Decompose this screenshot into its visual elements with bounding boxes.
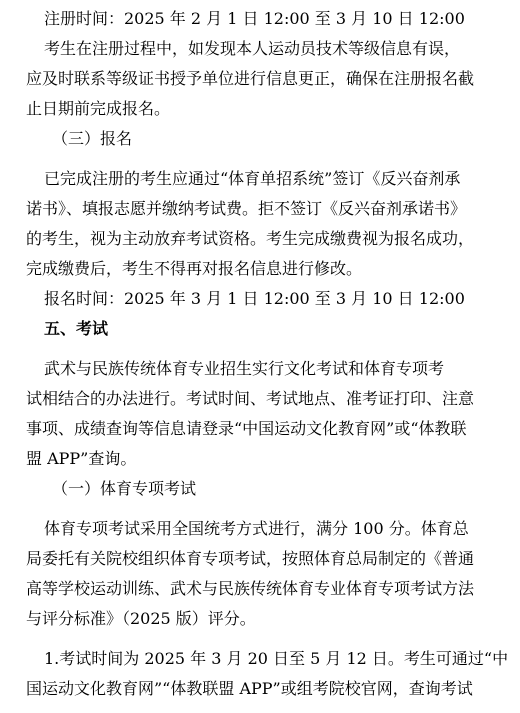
paragraph-line: 完成缴费后，考生不得再对报名信息进行修改。	[26, 259, 363, 278]
paragraph-line: 武术与民族传统体育专业招生实行文化考试和体育专项考	[44, 359, 445, 378]
paragraph-line: 局委托有关院校组织体育专项考试，按照体育总局制定的《普通	[26, 549, 475, 568]
paragraph-line: 止日期前完成报名。	[26, 99, 171, 118]
paragraph-line: 国运动文化教育网”“体教联盟 APP”或组考院校官网，查询考试	[26, 679, 473, 698]
paragraph-line: 事项、成绩查询等信息请登录“中国运动文化教育网”或“体教联	[26, 419, 467, 438]
section-heading-exam: 五、考试	[44, 319, 109, 338]
paragraph-line: 体育专项考试采用全国统考方式进行，满分 100 分。体育总	[44, 519, 469, 538]
paragraph-line: 诺书》、填报志愿并缴纳考试费。拒不签订《反兴奋剂承诺书》	[26, 199, 467, 218]
paragraph-line: 考生在注册过程中，如发现本人运动员技术等级信息有误，	[44, 39, 461, 58]
paragraph-line: 试相结合的办法进行。考试时间、考试地点、准考证打印、注意	[26, 389, 475, 408]
paragraph-line: 的考生，视为主动放弃考试资格。考生完成缴费视为报名成功，	[26, 229, 475, 248]
subsection-heading-sports-exam: （一）体育专项考试	[52, 479, 197, 498]
section-heading-registration: （三）报名	[52, 129, 133, 148]
paragraph-line: 1.考试时间为 2025 年 3 月 20 日至 5 月 12 日。考生可通过“中	[44, 649, 509, 668]
paragraph-line: 盟 APP”查询。	[26, 449, 137, 468]
paragraph-line: 应及时联系等级证书授予单位进行信息更正，确保在注册报名截	[26, 69, 475, 88]
paragraph-line: 已完成注册的考生应通过“体育单招系统”签订《反兴奋剂承	[44, 169, 461, 188]
registration-time-line: 注册时间：2025 年 2 月 1 日 12:00 至 3 月 10 日 12:00	[44, 9, 465, 28]
paragraph-line: 与评分标准》（2025 版）评分。	[26, 609, 256, 628]
paragraph-line: 高等学校运动训练、武术与民族传统体育专业体育专项考试方法	[26, 579, 475, 598]
application-time-line: 报名时间：2025 年 3 月 1 日 12:00 至 3 月 10 日 12:00	[44, 289, 465, 308]
